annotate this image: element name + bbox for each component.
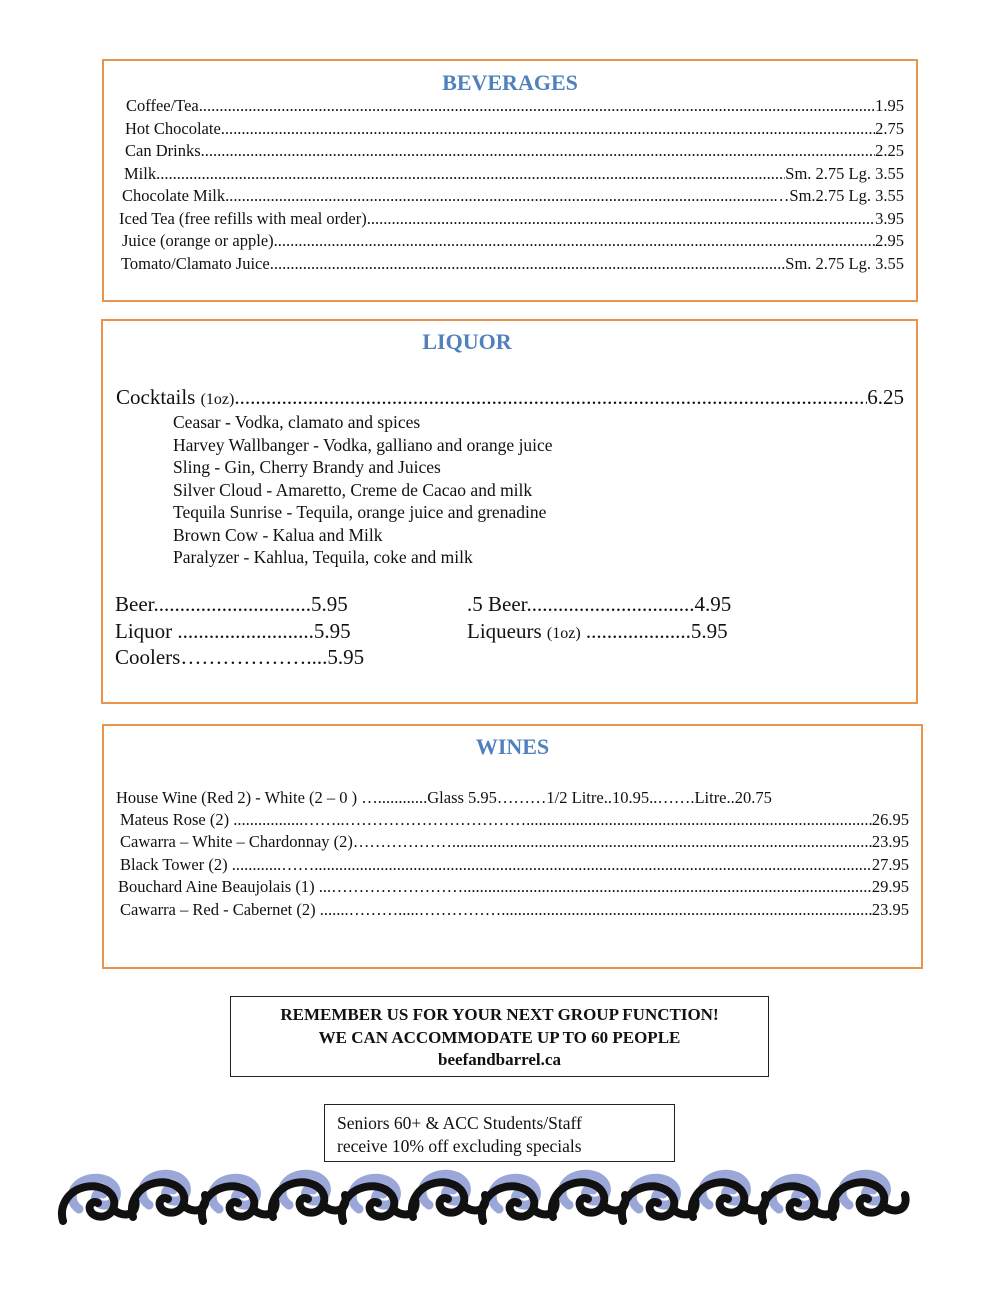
cocktail-item: Silver Cloud - Amaretto, Creme de Cacao and milk: [173, 479, 533, 500]
beer-price: Beer..............................5.95: [115, 592, 348, 616]
cocktail-item: Brown Cow - Kalua and Milk: [173, 524, 383, 545]
wine-item: Mateus Rose (2) .................……..…………………………… ..... 26.95: [120, 810, 909, 832]
wave-swirl-border: [55, 1165, 925, 1227]
group-notice-line2: WE CAN ACCOMMODATE UP TO 60 PEOPLE: [318, 1027, 681, 1047]
liquor-price: Liquor ..........................5.95: [115, 618, 351, 643]
liquor-left-prices: [115, 591, 364, 671]
beverages-section: [102, 59, 918, 302]
discount-notice: [324, 1104, 675, 1162]
liquor-title: LIQUOR: [422, 329, 512, 354]
cocktail-item: Sling - Gin, Cherry Brandy and Juices: [173, 457, 441, 477]
wine-item: Bouchard Aine Beaujolais (1) ...…………………… ..... 29.95: [118, 877, 909, 899]
wines-section: [102, 724, 923, 969]
beverages-title: BEVERAGES: [442, 70, 578, 95]
discount-line2: receive 10% off excluding specials: [337, 1135, 582, 1156]
menu-item: Juice (orange or apple) ..... 2.95: [122, 231, 904, 253]
menu-item: Can Drinks ..... 2.25: [125, 141, 904, 163]
wines-title: WINES: [475, 734, 550, 759]
menu-item: Milk ..... Sm. 2.75 Lg. 3.55: [124, 164, 904, 186]
liqueurs-price: Liqueurs (1oz) ....................5.95: [467, 618, 728, 643]
cocktail-item: Harvey Wallbanger - Vodka, galliano and orange juice: [173, 434, 553, 455]
cocktails-line: Cocktails (1oz) ..... 6.25: [116, 385, 904, 410]
group-notice-line1: REMEMBER US FOR YOUR NEXT GROUP FUNCTION!: [280, 1005, 719, 1024]
coolers-price: Coolers………………....5.95: [115, 645, 365, 669]
discount-line1: Seniors 60+ & ACC Students/Staff: [337, 1113, 582, 1133]
group-function-notice: [230, 996, 769, 1077]
cocktail-item: Paralyzer - Kahlua, Tequila, coke and milk: [173, 547, 473, 567]
menu-item: Coffee/Tea ..... 1.95: [126, 96, 904, 118]
wine-item: Black Tower (2) ............…… ..... 27.95: [120, 855, 909, 877]
wine-item: Cawarra – Red - Cabernet (2) .......……….....…………… ..... 23.95: [120, 900, 909, 922]
menu-item: Hot Chocolate ..... 2.75: [125, 119, 904, 141]
menu-item: Chocolate Milk ..... …Sm.2.75 Lg. 3.55: [122, 186, 904, 208]
menu-item: Iced Tea (free refills with meal order) ..... 3.95: [119, 209, 904, 231]
liquor-right-prices: [467, 591, 731, 647]
house-wine-line: House Wine (Red 2) - White (2 – 0 ) …............Glass 5.95………1/2 Litre..10.95..…….Litre..20.75: [116, 788, 772, 807]
cocktail-item: Ceasar - Vodka, clamato and spices: [173, 412, 421, 432]
liquor-section: [101, 319, 918, 704]
menu-item: Tomato/Clamato Juice ..... Sm. 2.75 Lg. 3.55: [121, 254, 904, 276]
half-beer-price: .5 Beer................................4.95: [467, 592, 732, 616]
website-text: beefandbarrel.ca: [438, 1050, 561, 1069]
cocktail-item: Tequila Sunrise - Tequila, orange juice and grenadine: [173, 502, 547, 522]
wine-item: Cawarra – White – Chardonnay (2)………………. ..... 23.95: [120, 832, 909, 854]
cocktail-list: [173, 411, 553, 569]
